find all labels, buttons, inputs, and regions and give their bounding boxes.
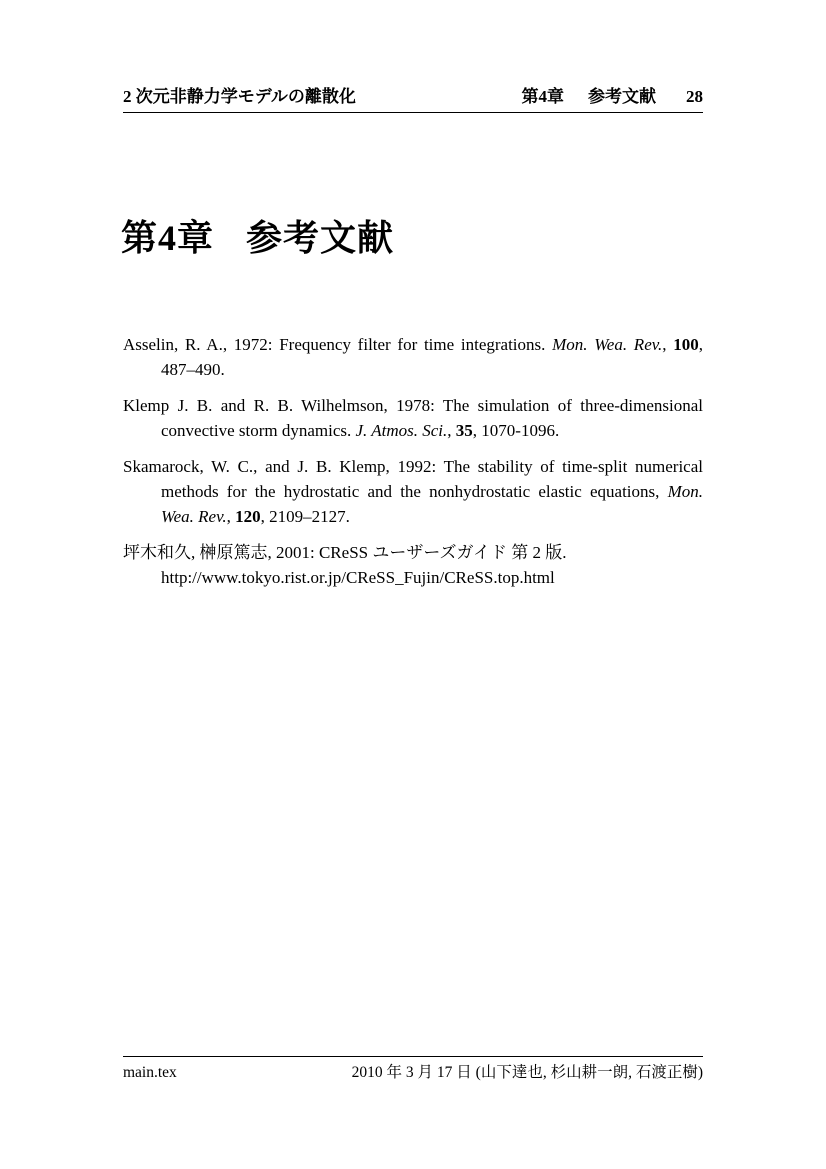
reference-text: Asselin, R. A., 1972: Frequency filter for time integrations. [123, 335, 553, 354]
header-page-number: 28 [686, 87, 703, 106]
reference-entry [123, 540, 703, 590]
chapter-title [121, 210, 394, 261]
volume-number: 120 [235, 507, 261, 526]
references-list [123, 332, 703, 601]
footer-rule [123, 1056, 703, 1057]
reference-text: , 1070-1096. [472, 421, 560, 440]
reference-text: 坪木和久, 榊原篤志, 2001: CReSS ユーザーズガイド 第 2 版. [123, 543, 567, 562]
volume-number: 100 [673, 335, 699, 354]
reference-entry [123, 454, 703, 529]
page-header [123, 86, 703, 113]
volume-number: 35 [455, 421, 473, 440]
journal-name: Mon. Wea. Rev. [552, 335, 663, 354]
chapter-number: 第4章 [121, 218, 215, 258]
reference-text: , [662, 335, 674, 354]
footer-date-authors: 2010 年 3 月 17 日 (山下達也, 杉山耕一朗, 石渡正樹) [351, 1064, 703, 1081]
reference-url: http://www.tokyo.rist.or.jp/CReSS_Fujin/CReSS.top.html [161, 568, 555, 587]
reference-entry [123, 332, 703, 382]
page-footer [123, 1056, 703, 1083]
journal-name: Mon. Wea. Rev. [161, 482, 703, 526]
reference-text: , 2109–2127. [260, 507, 350, 526]
journal-name: J. Atmos. Sci. [355, 421, 448, 440]
header-chapter-label: 第4章 [521, 87, 564, 106]
reference-text: Klemp J. B. and R. B. Wilhelmson, 1978: The simulation of three-dimensional convective storm dynamics. [123, 396, 703, 440]
header-section-title: 2 次元非静力学モデルの離散化 [123, 87, 356, 106]
header-rule [123, 112, 703, 113]
reference-text: , [447, 421, 456, 440]
header-row [123, 86, 703, 108]
reference-text: , 487–490. [161, 335, 703, 379]
footer-filename: main.tex [123, 1064, 177, 1081]
reference-entry [123, 393, 703, 443]
reference-text: , [226, 507, 236, 526]
header-right-group [522, 86, 704, 108]
reference-text: Skamarock, W. C., and J. B. Klemp, 1992: The stability of time-split numerical methods for the hydrostatic and the nonhydrostatic elastic equations, [123, 457, 703, 501]
header-chapter-title: 参考文献 [588, 87, 656, 106]
footer-row [123, 1063, 703, 1083]
chapter-title-text: 参考文献 [246, 218, 395, 258]
